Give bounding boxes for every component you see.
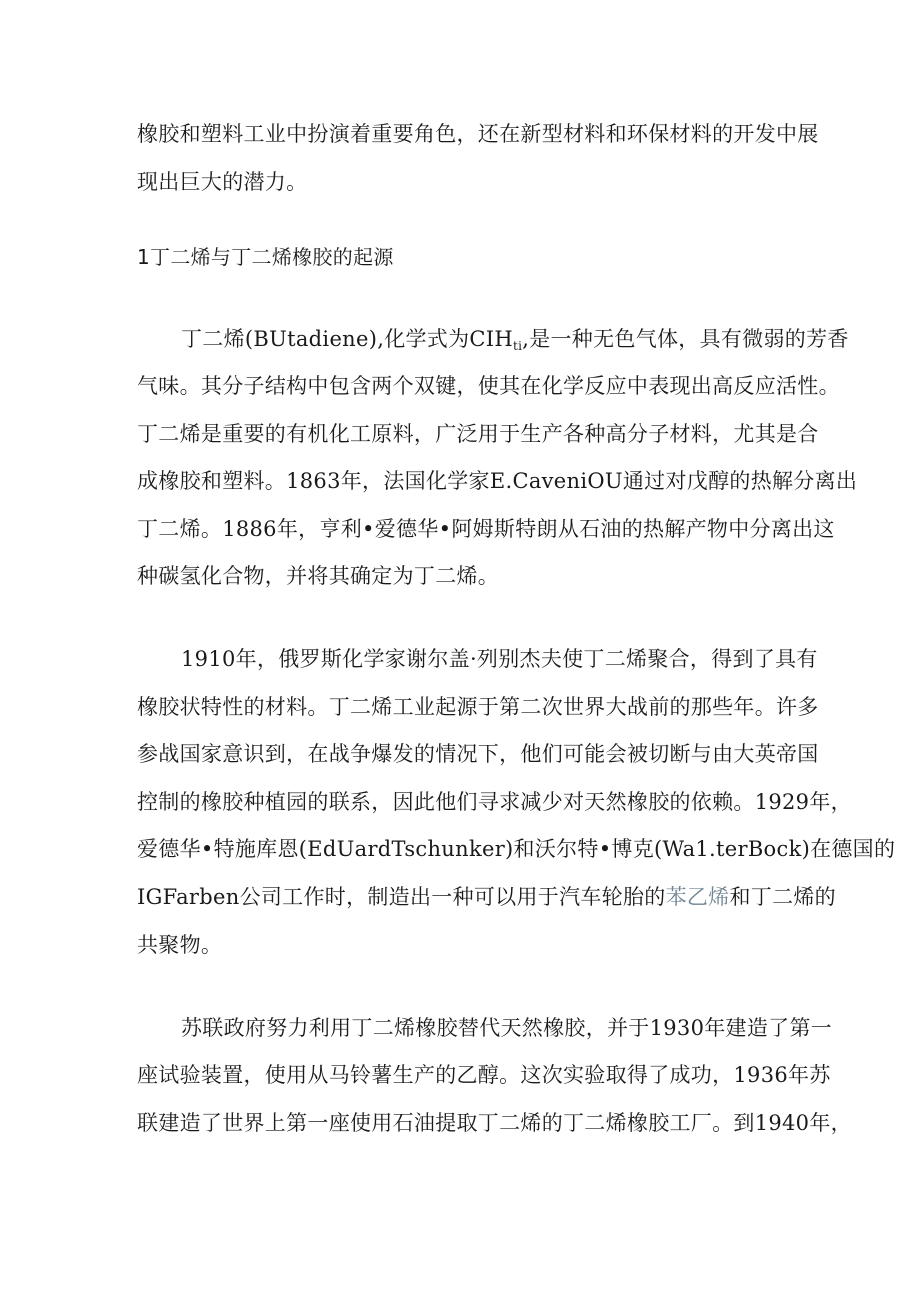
text-line: 橡胶和塑料工业中扮演着重要角色，还在新型材料和环保材料的开发中展 (137, 122, 819, 146)
formula-subscript: ti (512, 339, 523, 353)
text-line: 成橡胶和塑料。1863年，法国化学家E.CaveniOU通过对戊醇的热解分离出 (137, 469, 858, 493)
text-line: 气味。其分子结构中包含两个双键，使其在化学反应中表现出高反应活性。 (137, 374, 840, 398)
text-fragment: 和丁二烯的 (729, 885, 836, 909)
text-line: 共聚物。 (137, 933, 223, 957)
text-line (137, 882, 836, 912)
text-line: 丁二烯是重要的有机化工原料，广泛用于生产各种高分子材料，尤其是合 (137, 422, 819, 446)
text-line: 参战国家意识到，在战争爆发的情况下，他们可能会被切断与由大英帝国 (137, 742, 819, 766)
section-heading: 1丁二烯与丁二烯橡胶的起源 (137, 245, 394, 269)
text-line (181, 324, 849, 361)
text-line: 种碳氢化合物，并将其确定为丁二烯。 (137, 564, 500, 588)
text-line: 橡胶状特性的材料。丁二烯工业起源于第二次世界大战前的那些年。许多 (137, 695, 819, 719)
text-line: 丁二烯。1886年，亨利•爱德华•阿姆斯特朗从石油的热解产物中分离出这 (137, 517, 835, 541)
text-fragment: 丁二烯(BUtadiene),化学式为CIH (181, 327, 513, 351)
text-fragment: IGFarben公司工作时，制造出一种可以用于汽车轮胎的 (137, 885, 666, 909)
text-line: 1910年，俄罗斯化学家谢尔盖·列别杰夫使丁二烯聚合，得到了具有 (181, 647, 818, 671)
styrene-link[interactable]: 苯乙烯 (665, 885, 730, 909)
text-line: 座试验装置，使用从马铃薯生产的乙醇。这次实验取得了成功，1936年苏 (137, 1063, 831, 1087)
text-line: 控制的橡胶种植园的联系，因此他们寻求减少对天然橡胶的依赖。1929年， (137, 790, 852, 814)
text-line: 联建造了世界上第一座使用石油提取丁二烯的丁二烯橡胶工厂。到1940年， (137, 1111, 852, 1135)
text-line: 苏联政府努力利用丁二烯橡胶替代天然橡胶，并于1930年建造了第一 (181, 1016, 833, 1040)
text-fragment: ,是一种无色气体，具有微弱的芳香 (522, 327, 849, 351)
text-line: 爱德华•特施库恩(EdUardTschunker)和沃尔特•博克(Wa1.terBock)在德国的 (137, 837, 896, 861)
text-line: 现出巨大的潜力。 (137, 170, 308, 194)
